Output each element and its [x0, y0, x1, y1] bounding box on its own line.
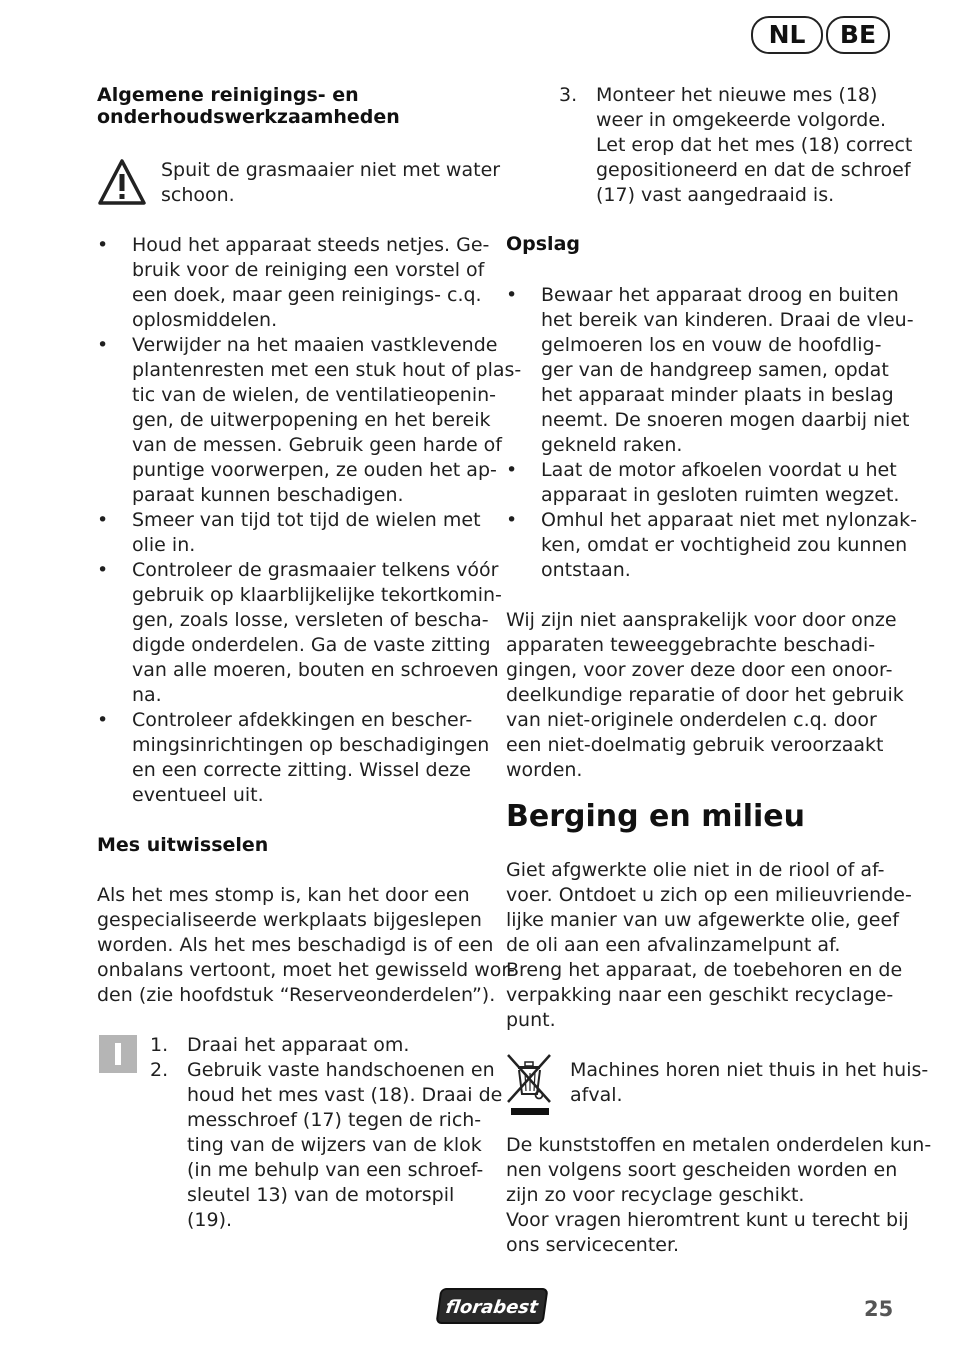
blade-steps	[150, 1033, 503, 1233]
list-item: • Omhul het apparaat niet met nylonzak- ken, omdat er vochtigheid zou kunnen ontstaan.	[506, 509, 917, 581]
bullet-marker: •	[97, 334, 109, 356]
language-badge-nl: NL	[751, 16, 823, 54]
bullet-marker: •	[506, 509, 518, 531]
list-item: 2. Gebruik vaste handschoenen en houd het mes vast (18). Draai de messchroef (17) tegen de rich- ting van de wijzers van de klok (in me behulp van een schroef- sleutel 13) van de motorspil (19).	[150, 1059, 503, 1231]
list-item: 3. Monteer het nieuwe mes (18) weer in omgekeerde volgorde. Let erop dat het mes (18) correct gepositioneerd en dat de schroef (17) vast aangedraaid is.	[559, 84, 913, 206]
section-title-disposal: Berging en milieu	[506, 799, 806, 834]
bullet-marker: •	[97, 509, 109, 531]
disposal-paragraph-1: Giet afgwerkte olie niet in de riool of af- voer. Ontdoet u zich op een milieuvriende- lijke manier van uw afgewerkte olie, geef de oli aan een afvalinzamelpunt af. Breng het apparaat, de toebehoren en de verpakking naar een geschikt recyclage- punt.	[506, 859, 912, 1031]
bullet-marker: •	[97, 234, 109, 256]
weee-text: Machines horen niet thuis in het huis- afval.	[570, 1059, 929, 1106]
list-item: • Laat de motor afkoelen voordat u het apparaat in gesloten ruimten wegzet.	[506, 459, 900, 506]
page-number: 25	[864, 1297, 894, 1321]
list-item: • Bewaar het apparaat droog en buiten het bereik van kinderen. Draai de vleu- gelmoeren los en vouw de hoofdlig- ger van de handgreep samen, opdat het apparaat minder plaats in beslag neemt. De snoeren mogen daarbij niet gekneld raken.	[506, 284, 914, 456]
section-title-storage: Opslag	[506, 233, 580, 255]
crossed-bin-icon	[504, 1052, 556, 1116]
list-item: • Smeer van tijd tot tijd de wielen met olie in.	[97, 509, 481, 556]
list-item: 1. Draai het apparaat om.	[150, 1034, 410, 1056]
disposal-paragraph-2: De kunststoffen en metalen onderdelen kun- nen volgens soort gescheiden worden en zijn zo voor recyclage geschikt. Voor vragen hieromtrent kunt u terecht bij ons servicecenter.	[506, 1134, 932, 1256]
step-marker-icon	[99, 1035, 137, 1073]
warning-text: Spuit de grasmaaier niet met water schoon.	[161, 159, 501, 206]
list-item: • Houd het apparaat steeds netjes. Ge- bruik voor de reiniging een vorstel of een doek, maar geen reinigings- c.q. oplosmiddelen.	[97, 234, 490, 331]
language-badge-be: BE	[826, 16, 890, 54]
bullet-marker: •	[506, 459, 518, 481]
section-title-cleaning: Algemene reinigings- en onderhoudswerkzaamheden	[97, 84, 400, 128]
section-title-blade: Mes uitwisselen	[97, 834, 269, 856]
liability-paragraph: Wij zijn niet aansprakelijk voor door onze apparaten teweeggebrachte beschadi- gingen, voor zover deze door een onoor- deelkundige reparatie of door het gebruik van niet-originele onderdelen c.q. door een niet-doelmatig gebruik veroorzaakt worden.	[506, 609, 904, 781]
bullet-marker: •	[506, 284, 518, 306]
warning-triangle-icon	[97, 158, 147, 206]
blade-step-3	[559, 83, 913, 208]
bullet-marker: •	[97, 559, 109, 581]
list-item: • Controleer afdekkingen en bescher- mingsinrichtingen op beschadigingen en een correcte zitting. Wissel deze eventueel uit.	[97, 709, 490, 806]
cleaning-bullet-list	[97, 233, 522, 808]
list-item: • Controleer de grasmaaier telkens vóór gebruik op klaarblijkelijke tekortkomin- gen, zoals losse, versleten of bescha- digde onderdelen. Ga de vaste zitting van alle moeren, bouten en schroeven na.	[97, 559, 502, 706]
storage-bullet-list	[506, 283, 917, 583]
list-item: • Verwijder na het maaien vastklevende plantenresten met een stuk hout of plas- tic van de wielen, de ventilatieopenin- gen, de uitwerpopening en het bereik van de messen. Gebruik geen harde of puntige voorwerpen, ze ouden het ap- paraat kunnen beschadigen.	[97, 334, 522, 506]
bullet-marker: •	[97, 709, 109, 731]
blade-paragraph: Als het mes stomp is, kan het door een gespecialiseerde werkplaats bijgeslepen worden. Als het mes beschadigd is of een onbalans vertoont, moet het gewisseld wor- den (zie hoofdstuk “Reserveonderdelen”).	[97, 884, 515, 1006]
florabest-logo: florabest	[435, 1288, 548, 1324]
